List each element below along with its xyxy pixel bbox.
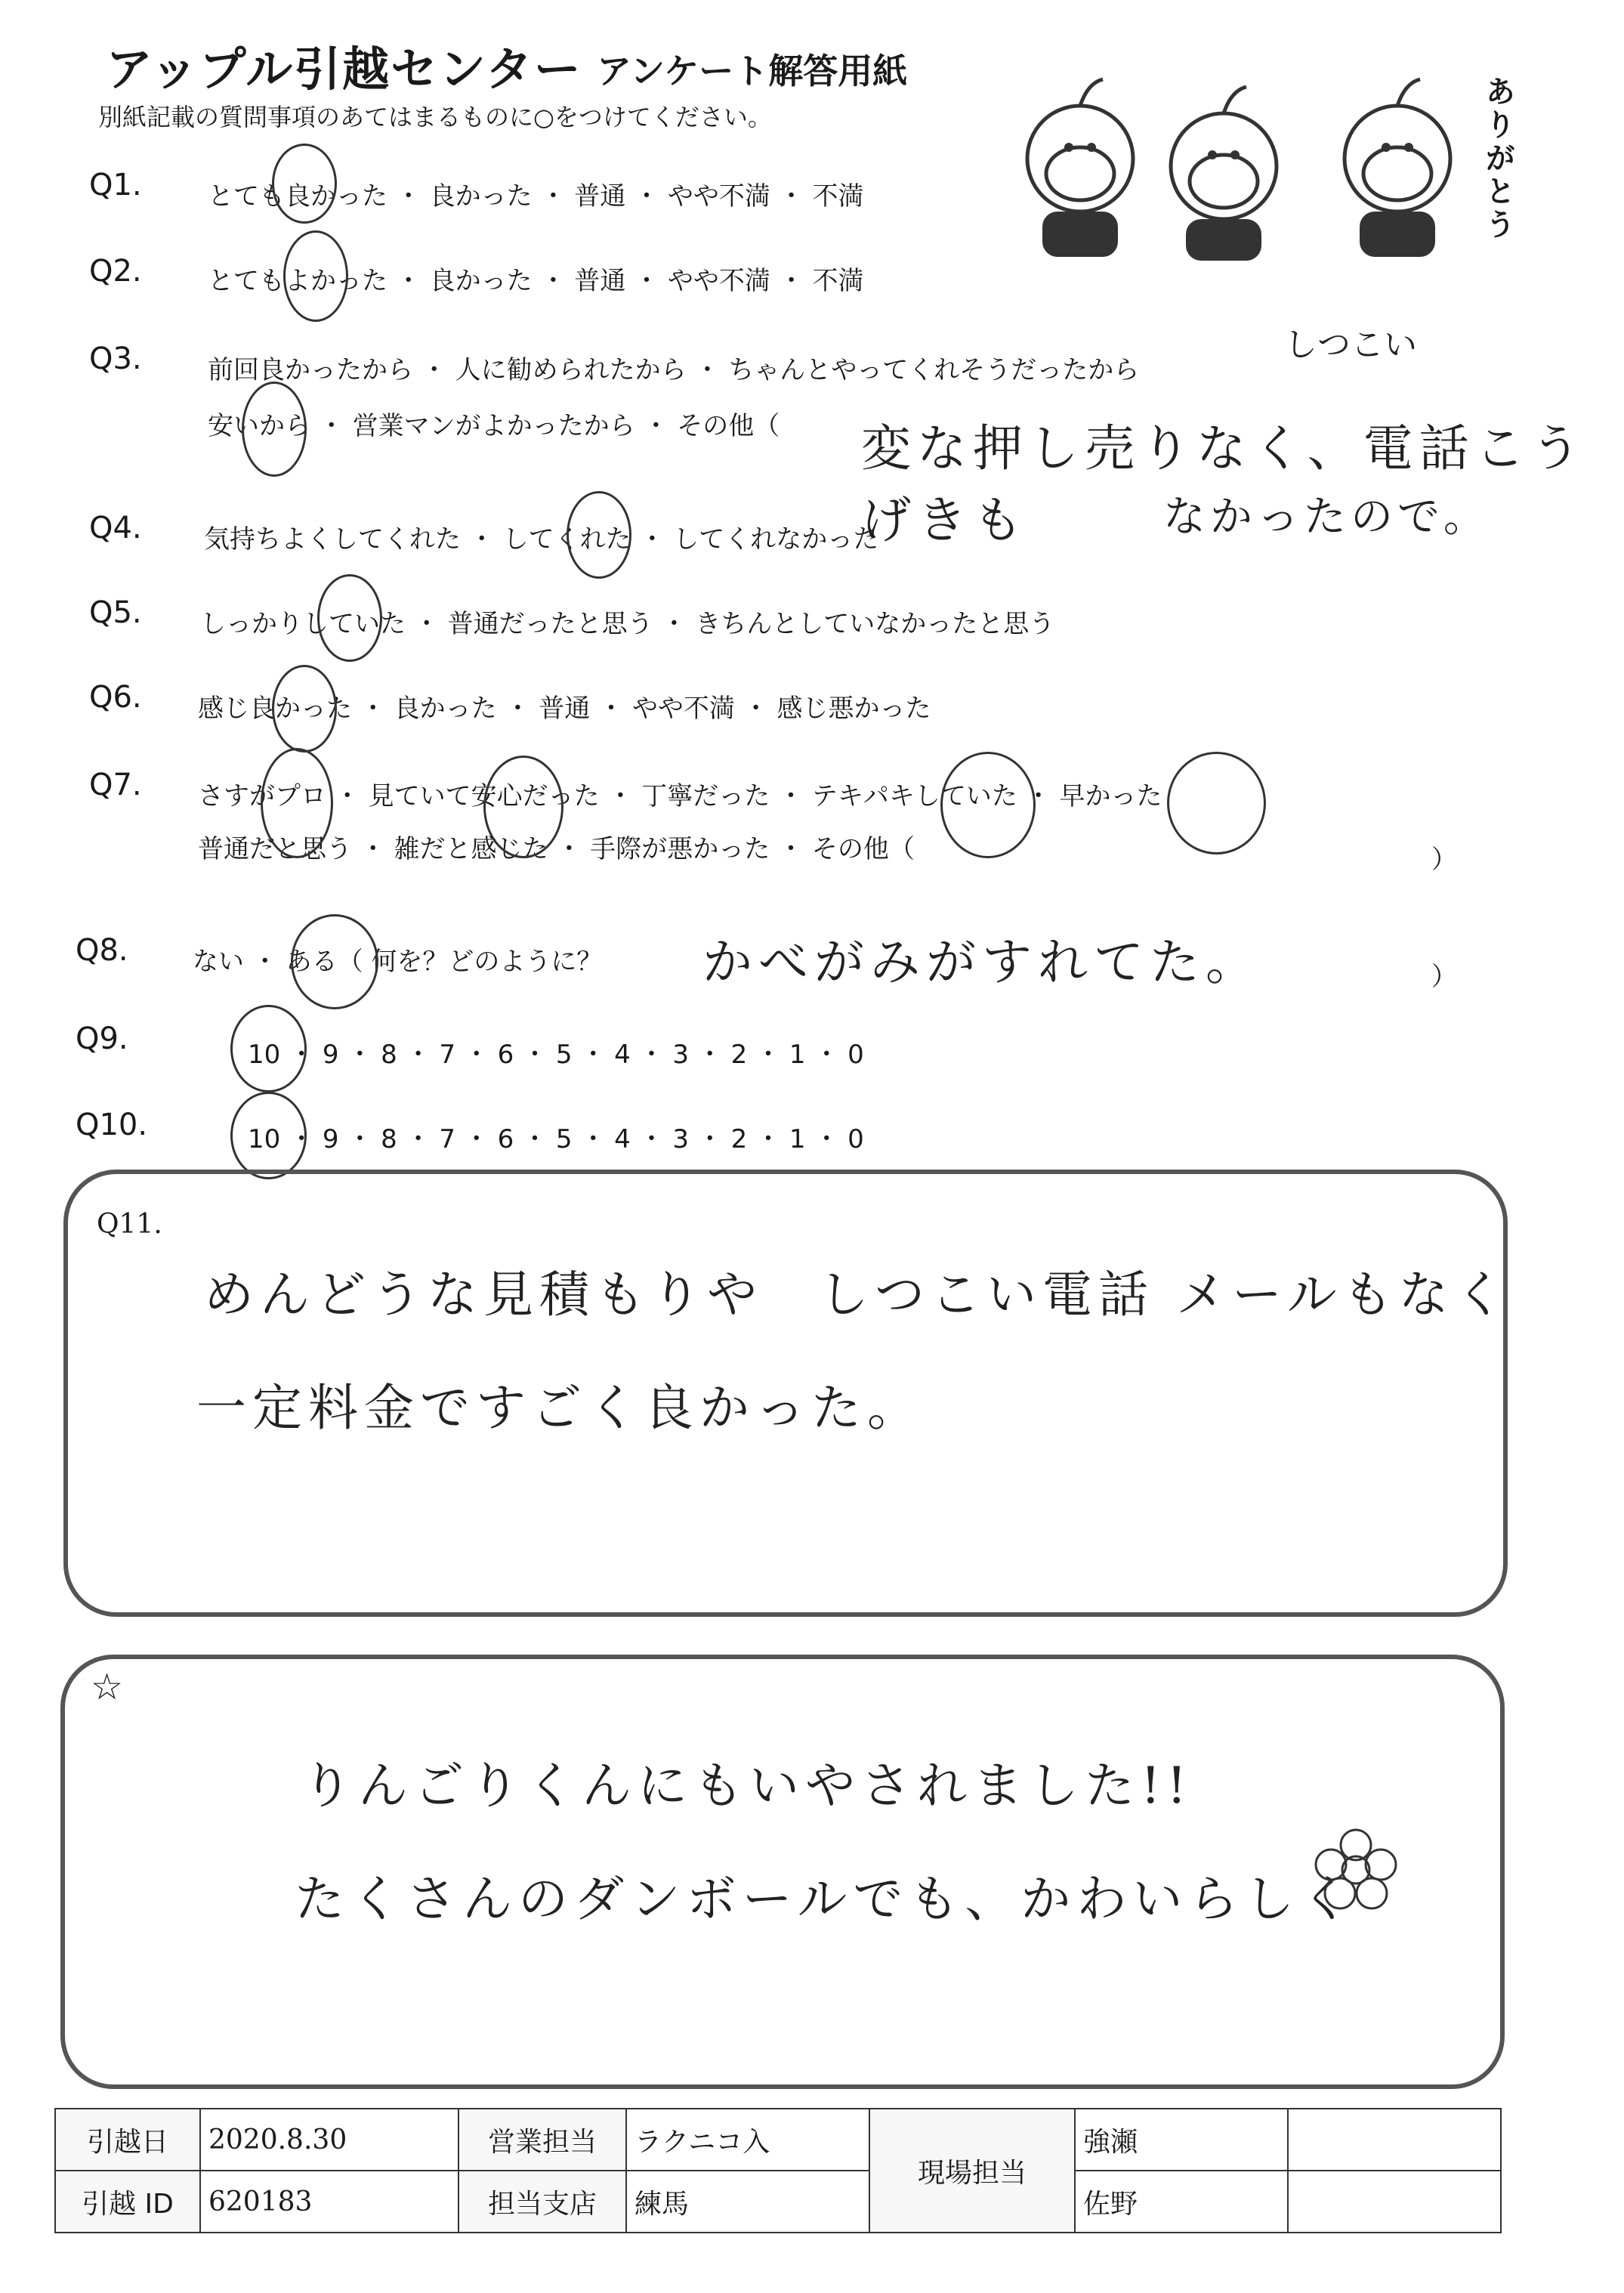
q3-handwritten-line2: なかったので。 [1163, 493, 1490, 542]
move-id-label: 引越 ID [55, 2171, 200, 2233]
thanks-text: ありがとう [1480, 76, 1515, 242]
q7-label: Q7. [89, 768, 142, 802]
q6-options: 感じ良かった ・ 良かった ・ 普通 ・ やや不満 ・ 感じ悪かった [198, 694, 931, 724]
q5-label: Q5. [89, 595, 142, 630]
q6-answer-circle [272, 665, 337, 752]
branch-value: 練馬 [626, 2171, 869, 2233]
site-staff-empty-2 [1288, 2171, 1501, 2233]
q3-handwritten-note: しつこい [1284, 326, 1417, 364]
q10-label: Q10. [76, 1108, 148, 1142]
site-staff-2: 佐野 [1075, 2171, 1288, 2233]
move-date-label: 引越日 [55, 2109, 200, 2171]
q4-label: Q4. [89, 511, 142, 545]
q8-label: Q8. [76, 933, 128, 968]
site-staff-empty-1 [1288, 2109, 1501, 2171]
q8-close-paren: ） [1431, 962, 1457, 992]
q1-label: Q1. [89, 168, 142, 202]
mascot-monkeys-illustration [997, 45, 1480, 264]
instruction-text: 別紙記載の質問事項のあてはまるものに○をつけてください。 [98, 103, 772, 131]
q3-options-row1: 前回良かったから ・ 人に勧められたから ・ ちゃんとやってくれそうだったから [208, 355, 1140, 385]
form-title: アンケート解答用紙 [597, 51, 908, 91]
flower-doodle-icon [1314, 1828, 1397, 1911]
q8-answer-circle [291, 914, 378, 1009]
q3-answer-circle [242, 382, 307, 477]
branch-label: 担当支店 [458, 2171, 626, 2233]
q11-handwritten-line2: 一定料金ですごく良かった。 [196, 1379, 923, 1437]
sales-staff-value: ラクニコ入 [626, 2109, 869, 2171]
q11-handwritten-line1: めんどうな見積もりや しつこい電話 メールもなく [204, 1265, 1511, 1324]
star-handwritten-line2: たくさんのダンボールでも、かわいらしく [295, 1870, 1357, 1928]
q7-answer-circle-anshin [483, 756, 563, 858]
q4-answer-circle [567, 491, 631, 579]
sales-staff-label: 営業担当 [458, 2109, 626, 2171]
q10-options: 10 ・ 9 ・ 8 ・ 7 ・ 6 ・ 5 ・ 4 ・ 3 ・ 2 ・ 1 ・ 0 [248, 1124, 864, 1154]
q7-answer-circle-hayakatta [1167, 752, 1266, 854]
site-staff-1: 強瀬 [1075, 2109, 1288, 2171]
move-date-value: 2020.8.30 [200, 2109, 458, 2171]
q2-options: とてもよかった ・ 良かった ・ 普通 ・ やや不満 ・ 不満 [208, 266, 864, 296]
q1-answer-circle [272, 144, 337, 224]
q2-answer-circle [283, 230, 348, 322]
footer-info-table [54, 2108, 1502, 2233]
move-id-value: 620183 [200, 2171, 458, 2233]
q11-label: Q11. [97, 1209, 162, 1240]
company-name: アップル引越センター [106, 42, 582, 97]
star-label: ☆ [91, 1666, 124, 1708]
q7-answer-circle-pro [261, 748, 333, 858]
q9-options: 10 ・ 9 ・ 8 ・ 7 ・ 6 ・ 5 ・ 4 ・ 3 ・ 2 ・ 1 ・ 0 [248, 1040, 864, 1070]
q10-answer-circle [230, 1092, 307, 1179]
q1-options: とても良かった ・ 良かった ・ 普通 ・ やや不満 ・ 不満 [208, 181, 864, 212]
q3-handwritten-line1: 変な押し売りなく、電話こうげきも [861, 419, 1587, 549]
q8-options: ない ・ ある（ 何を？どのように？ [193, 947, 603, 977]
q7-options-row1: さすがプロ ・ 見ていて安心だった ・ 丁寧だった ・ テキパキしていた ・ 早かった [198, 781, 1162, 811]
q5-answer-circle [317, 574, 382, 662]
q5-options: しっかりしていた ・ 普通だったと思う ・ きちんとしていなかったと思う [200, 609, 1055, 639]
q2-label: Q2. [89, 254, 142, 289]
q7-options-row2: 普通だと思う ・ 雑だと感じた ・ 手際が悪かった ・ その他（ [198, 834, 915, 864]
q9-answer-circle [230, 1005, 307, 1092]
q7-close-paren: ） [1431, 845, 1457, 875]
q3-label: Q3. [89, 341, 142, 376]
q8-handwritten-answer: かべがみがすれてた。 [702, 933, 1261, 991]
q7-answer-circle-tekipaki [940, 752, 1036, 858]
star-handwritten-line1: りんごりくんにもいやされました!! [302, 1757, 1193, 1815]
q4-options: 気持ちよくしてくれた ・ してくれた ・ してくれなかった [204, 524, 879, 555]
q9-label: Q9. [76, 1021, 128, 1056]
q6-label: Q6. [89, 680, 142, 715]
site-staff-label: 現場担当 [869, 2109, 1075, 2233]
q3-options-row2: 安いから ・ 営業マンがよかったから ・ その他（ [208, 411, 780, 441]
